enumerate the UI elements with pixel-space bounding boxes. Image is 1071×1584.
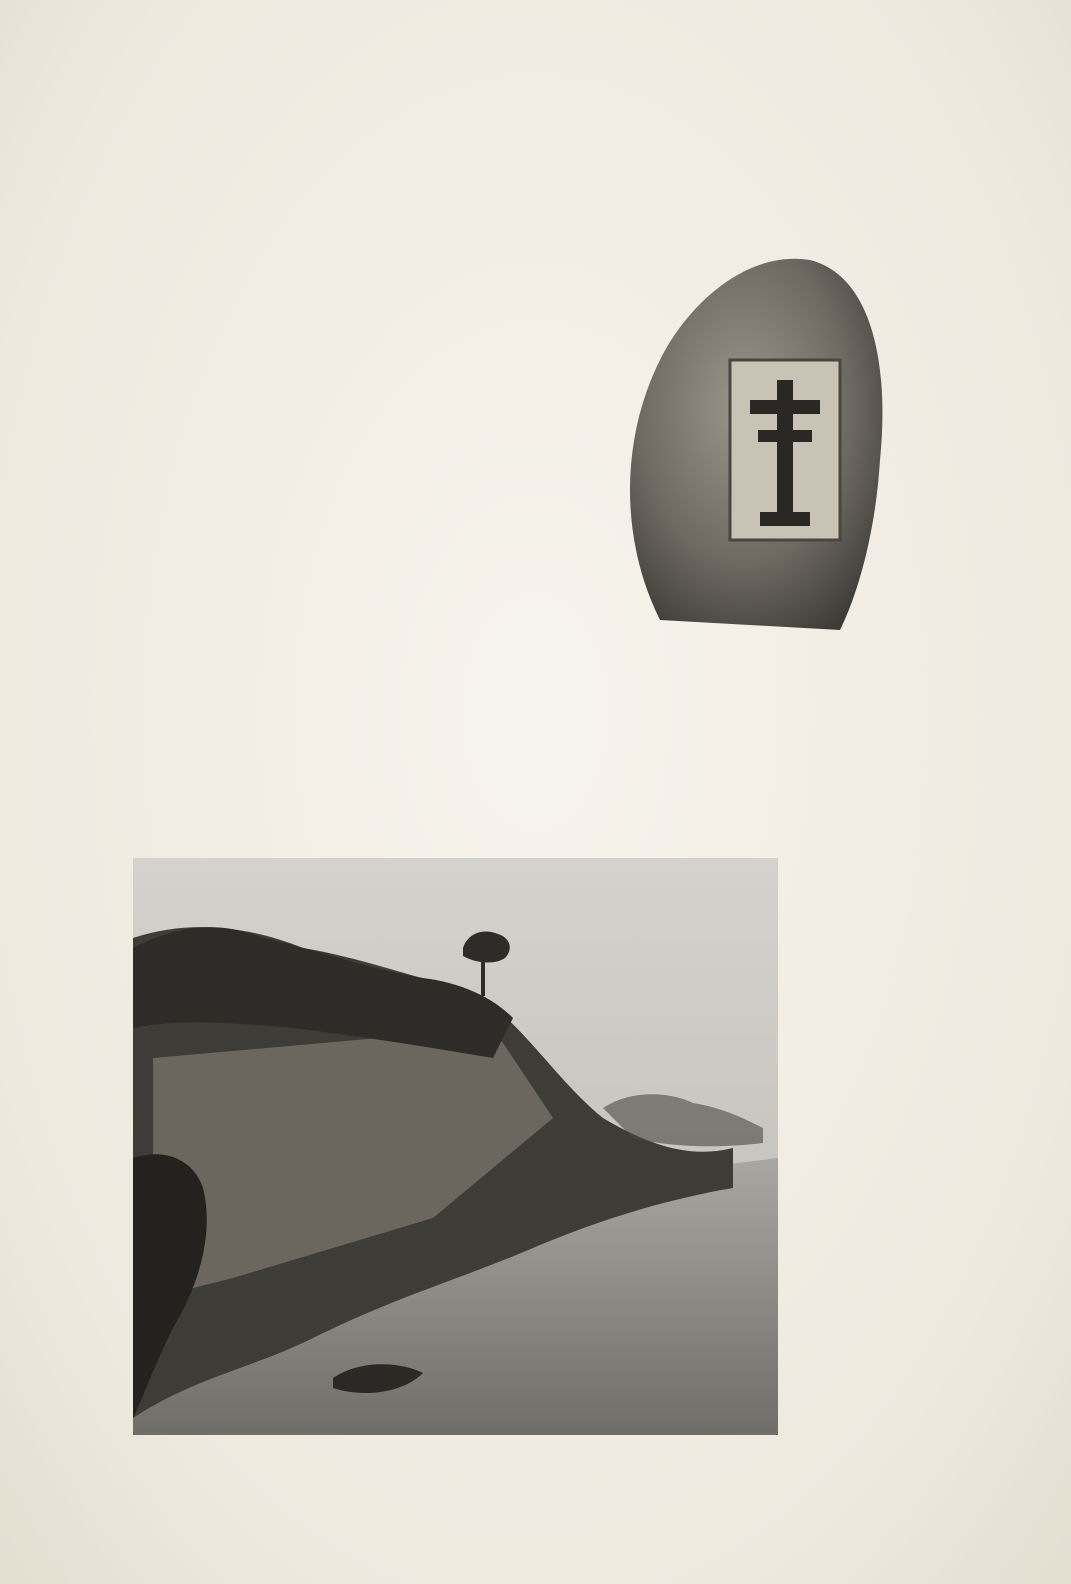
- gravestone-photo: [600, 240, 900, 640]
- upper-column-left: [120, 186, 600, 628]
- page-number: [505, 1470, 605, 1494]
- landscape-photo-caption: [330, 832, 630, 856]
- lower-column-right: [795, 840, 985, 1380]
- photo-credit: [670, 700, 704, 810]
- gravestone-caption: [820, 640, 930, 800]
- upper-column-right: [914, 186, 978, 628]
- landscape-photo: [133, 858, 778, 1435]
